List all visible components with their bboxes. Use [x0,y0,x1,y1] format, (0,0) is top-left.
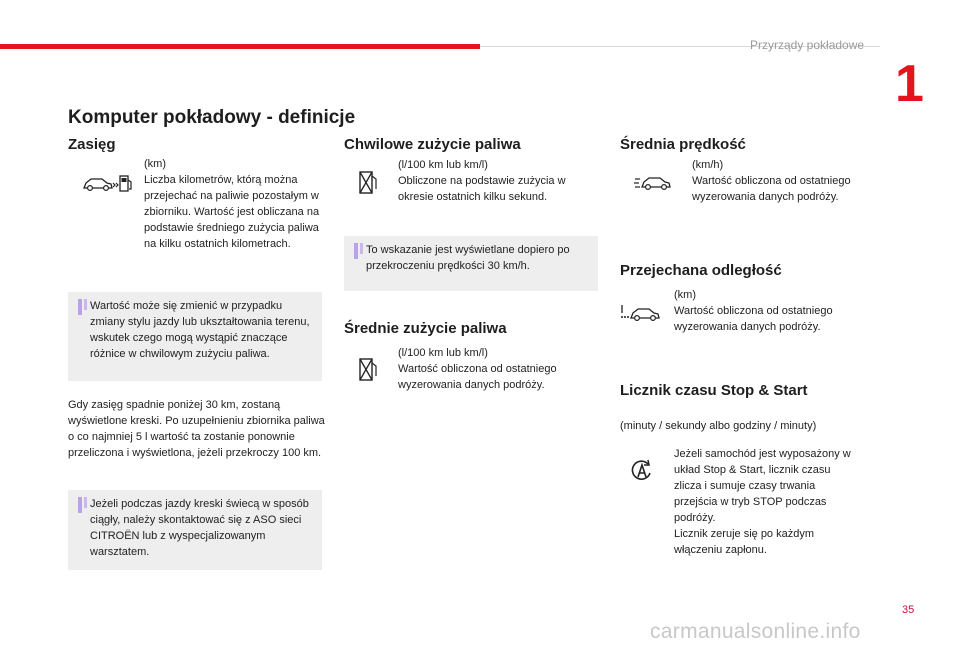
instant-note [344,236,598,291]
range-note-1 [68,292,322,381]
range-paragraph: Gdy zasięg spadnie poniżej 30 km, zostaną wyświetlone kreski. Po uzupełnieniu zbiornika paliwa o co najmniej 5 l wartość ta zostanie ponownie przeliczona i wyświetlona, jeżeli przekroczy 100 km. [68,399,325,459]
average-speed-description: Wartość obliczona od ostatniego wyzerowania danych podróży. [692,175,851,203]
note-marker-icon [78,497,82,513]
page-number: 35 [902,604,915,616]
section-title: Przyrządy pokładowe [750,38,865,52]
distance-description: Wartość obliczona od ostatniego wyzerowania danych podróży. [674,305,833,333]
fuel-pump-icon [357,357,379,383]
stop-start-icon [629,458,655,484]
note-text: To wskazanie jest wyświetlane dopiero po przekroczeniu prędkości 30 km/h. [366,244,570,272]
car-distance-icon [618,303,662,325]
heading-distance: Przejechana odległość [620,262,782,279]
header-red-bar [0,44,480,49]
range-unit: (km) [144,158,166,170]
note-marker-icon [354,243,358,259]
note-text: Wartość może się zmienić w przypadku zmiany stylu jazdy lub ukształtowania terenu, wskutek czego mogą wystąpić znaczące różnice w chwilowym zużyciu paliwa. [90,300,310,360]
heading-stop-start-timer: Licznik czasu Stop & Start [620,382,808,399]
instant-description: Obliczone na podstawie zużycia w okresie ostatnich kilku sekund. [398,175,566,203]
heading-range: Zasięg [68,136,116,153]
range-note-2 [68,490,322,570]
chapter-number: 1 [895,55,924,113]
stop-start-description: Jeżeli samochód jest wyposażony w układ Stop & Start, licznik czasu zlicza i sumuje czasy trwania przejścia w tryb STOP podczas podróży. Licznik zeruje się po każdym włączeniu zapłonu. [674,448,851,556]
watermark: carmanualsonline.info [650,620,861,643]
distance-unit: (km) [674,289,696,301]
car-speed-icon [634,173,672,193]
instant-unit: (l/100 km lub km/l) [398,159,488,171]
average-consumption-unit: (l/100 km lub km/l) [398,347,488,359]
heading-average-consumption: Średnie zużycie paliwa [344,320,507,337]
car-range-icon [82,173,134,195]
note-marker-icon [78,299,82,315]
note-text: Jeżeli podczas jazdy kreski świecą w sposób ciągły, należy skontaktować się z ASO sieci CITROËN lub z wyspecjalizowanym warsztatem. [90,498,309,558]
stop-start-unit: (minuty / sekundy albo godziny / minuty) [620,420,817,432]
heading-average-speed: Średnia prędkość [620,136,746,153]
average-consumption-description: Wartość obliczona od ostatniego wyzerowania danych podróży. [398,363,557,391]
heading-instant-consumption: Chwilowe zużycie paliwa [344,136,521,153]
range-description: Liczba kilometrów, którą można przejechać na paliwie pozostałym w zbiorniku. Wartość jest obliczana na podstawie średniego zużycia paliwa na kilku ostatnich kilometrach. [144,174,320,250]
page-title: Komputer pokładowy - definicje [68,107,356,128]
fuel-consumption-icon [357,170,379,196]
average-speed-unit: (km/h) [692,159,724,171]
